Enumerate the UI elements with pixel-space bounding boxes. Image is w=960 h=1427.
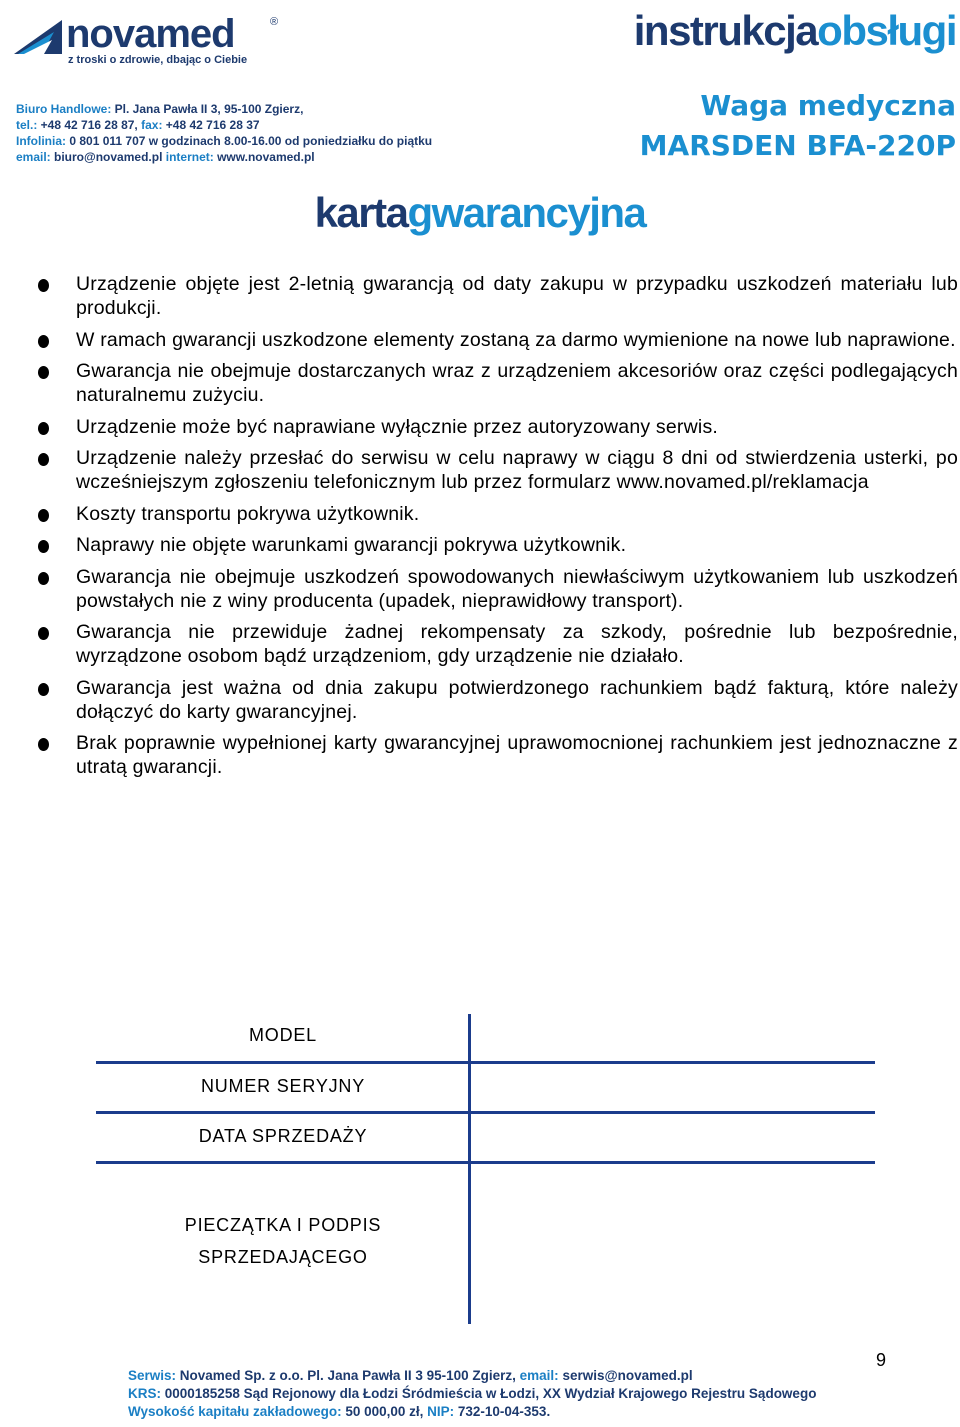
footer-capital-line: Wysokość kapitału zakładowego: 50 000,00 zł, NIP: 732-10-04-353.: [128, 1404, 551, 1419]
form-divider: [96, 1061, 875, 1064]
list-item: Urządzenie należy przesłać do serwisu w celu naprawy w ciągu 8 dni od stwierdzenia usterki, po wcześniejszym zgłoszeniu telefonicznym lub przez formularz www.novamed.pl/reklamacja: [38, 446, 958, 494]
footer-service-line: Serwis: Novamed Sp. z o.o. Pl. Jana Pawła II 3 95-100 Zgierz, email: serwis@novamed.pl: [128, 1368, 693, 1383]
list-item: Gwarancja nie obejmuje uszkodzeń spowodowanych niewłaściwym użytkowaniem lub uszkodzeń powstałych nie z winy producenta (upadek, nieprawidłowy transport).: [38, 565, 958, 613]
list-item: Gwarancja nie obejmuje dostarczanych wraz z urządzeniem akcesoriów oraz części podlegających naturalnemu zużyciu.: [38, 359, 958, 407]
contact-hotline-line: Infolinia: 0 801 011 707 w godzinach 8.00-16.00 od poniedziałku do piątku: [16, 134, 433, 148]
list-item: Urządzenie objęte jest 2-letnią gwarancją od daty zakupu w przypadku uszkodzeń materiału lub produkcji.: [38, 272, 958, 320]
bullet-dot-icon: [38, 279, 49, 292]
bullet-dot-icon: [38, 366, 49, 379]
list-item: Gwarancja nie przewiduje żadnej rekompensaty za szkody, pośrednie lub bezpośrednie, wyrządzone osobom bądź urządzeniom, gdy urządzenie nie działało.: [38, 620, 958, 668]
sale-date-label: DATA SPRZEDAŻY: [198, 1126, 368, 1146]
bullet-dot-icon: [38, 509, 49, 522]
bullet-dot-icon: [38, 422, 49, 435]
model-label: MODEL: [248, 1025, 317, 1045]
form-divider-vertical: [468, 1014, 471, 1324]
contact-office-line: Biuro Handlowe: Pl. Jana Pawła II 3, 95-100 Zgierz,: [16, 102, 304, 116]
list-item: Naprawy nie objęte warunkami gwarancji pokrywa użytkownik.: [38, 533, 958, 557]
bullet-dot-icon: [38, 738, 49, 751]
list-item: Urządzenie może być naprawiane wyłącznie przez autoryzowany serwis.: [38, 415, 958, 439]
bullet-dot-icon: [38, 453, 49, 466]
serial-number-field[interactable]: [472, 1065, 872, 1109]
form-divider: [96, 1111, 875, 1114]
product-line-2: MARSDEN BFA-220P: [639, 129, 956, 162]
list-item: Brak poprawnie wypełnionej karty gwarancyjnej uprawomocnionej rachunkiem jest jednoznaczne z utratą gwarancji.: [38, 731, 958, 779]
product-name: [640, 86, 956, 166]
contact-phone-line: tel.: +48 42 716 28 87, fax: +48 42 716 28 37: [16, 118, 260, 132]
seller-stamp-label-2: SPRZEDAJĄCEGO: [198, 1247, 368, 1267]
warranty-card-title: kartagwarancyjna: [314, 189, 646, 236]
brand-name: novamed: [66, 12, 235, 56]
registered-mark: ®: [270, 16, 279, 28]
form-divider: [96, 1161, 875, 1164]
manual-title: instrukcjaobsługi: [633, 7, 956, 54]
brand-tagline: z troski o zdrowie, dbając o Ciebie: [68, 54, 248, 66]
page-number: 9: [876, 1350, 887, 1370]
bullet-dot-icon: [38, 335, 49, 348]
product-line-1: Waga medyczna: [700, 89, 956, 122]
bullet-dot-icon: [38, 627, 49, 640]
model-field[interactable]: [472, 1016, 872, 1060]
contact-email-line: email: biuro@novamed.pl internet: www.novamed.pl: [16, 150, 315, 164]
bullet-dot-icon: [38, 540, 49, 553]
list-item: Koszty transportu pokrywa użytkownik.: [38, 502, 958, 526]
sale-date-field[interactable]: [472, 1115, 872, 1159]
list-item: W ramach gwarancji uszkodzone elementy zostaną za darmo wymienione na nowe lub naprawione.: [38, 328, 958, 352]
footer-block: [128, 1367, 816, 1421]
seller-stamp-label-1: PIECZĄTKA I PODPIS: [184, 1215, 382, 1235]
seller-stamp-field[interactable]: [472, 1166, 872, 1322]
footer-krs-line: KRS: 0000185258 Sąd Rejonowy dla Łodzi Śródmieścia w Łodzi, XX Wydział Krajowego Rejestru Sądowego: [128, 1386, 817, 1401]
novamed-logo-mark-icon: [14, 20, 62, 54]
contact-block: [16, 101, 432, 165]
bullet-dot-icon: [38, 683, 49, 696]
novamed-logo: [14, 14, 284, 64]
list-item: Gwarancja jest ważna od dnia zakupu potwierdzonego rachunkiem bądź fakturą, które należy dołączyć do karty gwarancyjnej.: [38, 676, 958, 724]
serial-number-label: NUMER SERYJNY: [200, 1076, 366, 1096]
warranty-terms-list: [38, 272, 958, 787]
bullet-dot-icon: [38, 572, 49, 585]
